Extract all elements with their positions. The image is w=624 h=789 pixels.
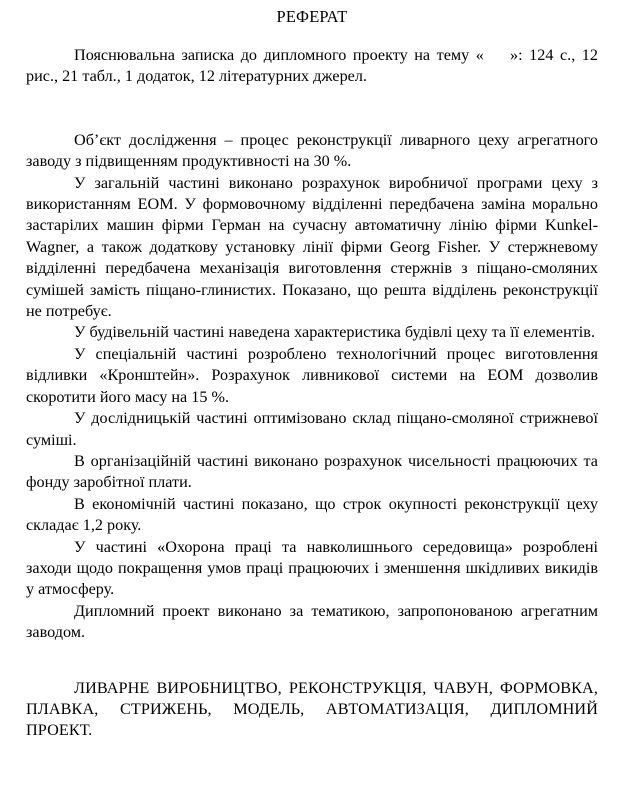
- document-title: РЕФЕРАТ: [276, 7, 348, 26]
- spacer: [26, 30, 598, 45]
- organization-part-paragraph: В організаційній частині виконано розрахунок чисельності працюючих та фонду заробітної плати.: [26, 451, 598, 492]
- spacer: [26, 644, 598, 678]
- keywords-paragraph: ЛИВАРНЕ ВИРОБНИЦТВО, РЕКОНСТРУКЦІЯ, ЧАВУН, ФОРМОВКА, ПЛАВКА, СТРИЖЕНЬ, МОДЕЛЬ, АВТОМАТИЗАЦІЯ, ДИПЛОМНИЙ ПРОЕКТ.: [26, 678, 598, 740]
- research-part-paragraph: У дослідницькій частині оптимізовано склад піщано-смоляної стрижневої суміші.: [26, 409, 598, 449]
- construction-part-paragraph: У будівельній частині наведена характеристика будівлі цеху та її елементів.: [74, 323, 595, 342]
- economics-part-paragraph: В економічній частині показано, що строк окупності реконструкції цеху складає 1,2 року.: [26, 494, 598, 535]
- general-part-paragraph: У загальній частині виконано розрахунок виробничої програми цеху з використанням ЕОМ. У формовочному відділенні передбачена заміна морально застарілих машин фірми Герман на сучасну автоматичну лінію фірми Kunkel-Wagner, а також додаткову установку лінії фірми Georg Fisher. У стержневому відділенні передбачена механізація виготовлення стержнів з піщано-смоляних сумішей замість піщано-глинистих. Показано, що решта відділень реконструкції не потребує.: [26, 173, 598, 321]
- special-part-paragraph: У спеціальній частині розроблено технологічний процес виготовлення відливки «Кронштейн». Розрахунок ливникової системи на ЕОМ дозволив скоротити його масу на 15 %.: [26, 344, 598, 406]
- object-paragraph: Об’єкт дослідження – процес реконструкції ливарного цеху агрегатного заводу з підвищенням продуктивності на 30 %.: [26, 130, 598, 171]
- spacer: [26, 88, 598, 130]
- safety-part-paragraph: У частині «Охорона праці та навколишнього середовища» розроблені заходи щодо покращення умов праці працюючих і зменшення шкідливих викидів у атмосферу.: [26, 537, 598, 599]
- conclusion-paragraph: Дипломний проект виконано за тематикою, запропонованою агрегатним заводом.: [26, 601, 598, 642]
- summary-paragraph: Пояснювальна записка до дипломного проекту на тему « »: 124 с., 12 рис., 21 табл., 1 додаток, 12 літературних джерел.: [26, 46, 598, 86]
